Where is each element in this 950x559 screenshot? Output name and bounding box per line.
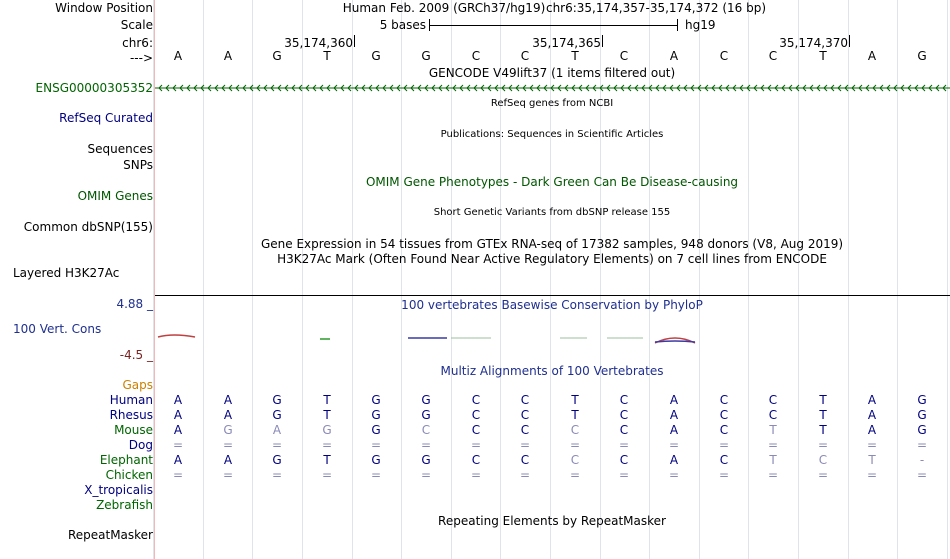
- base-letter: A: [223, 49, 233, 63]
- alignment-base-elephant: C: [619, 453, 629, 467]
- alignment-base-elephant: T: [769, 453, 777, 467]
- base-letter: G: [272, 49, 282, 63]
- alignment-base-chicken: =: [916, 468, 928, 482]
- alignment-base-dog: =: [420, 438, 432, 452]
- alignment-base-mouse: C: [471, 423, 481, 437]
- alignment-base-dog: =: [370, 438, 382, 452]
- alignment-base-human: G: [272, 393, 282, 407]
- alignment-base-chicken: =: [370, 468, 382, 482]
- alignment-base-human: T: [323, 393, 331, 407]
- alignment-base-dog: =: [866, 438, 878, 452]
- alignment-base-rhesus: C: [471, 408, 481, 422]
- scale-text: 5 bases: [379, 18, 426, 32]
- alignment-base-elephant: G: [421, 453, 431, 467]
- alignment-base-human: C: [520, 393, 530, 407]
- alignment-base-chicken: =: [668, 468, 680, 482]
- sidebar-label-omim-genes[interactable]: OMIM Genes: [77, 189, 153, 203]
- base-letter: T: [571, 49, 579, 63]
- sidebar-label-mouse[interactable]: Mouse: [114, 423, 153, 437]
- alignment-base-rhesus: G: [272, 408, 282, 422]
- grid-line: [153, 0, 154, 559]
- alignment-base-chicken: =: [817, 468, 829, 482]
- gene-strand-line[interactable]: [155, 82, 950, 94]
- alignment-base-chicken: =: [618, 468, 630, 482]
- sidebar-label-sequences[interactable]: Sequences: [87, 142, 153, 156]
- sidebar-label-rhesus[interactable]: Rhesus: [109, 408, 153, 422]
- alignment-base-mouse: C: [619, 423, 629, 437]
- base-letter: G: [421, 49, 431, 63]
- alignment-base-human: G: [371, 393, 381, 407]
- alignment-base-dog: =: [222, 438, 234, 452]
- alignment-base-human: G: [421, 393, 431, 407]
- alignment-base-human: C: [719, 393, 729, 407]
- sidebar-label-cons-min[interactable]: -4.5 _: [119, 348, 153, 362]
- alignment-base-elephant: C: [818, 453, 828, 467]
- sidebar-label-dog[interactable]: Dog: [128, 438, 153, 452]
- base-letter: T: [819, 49, 827, 63]
- alignment-base-rhesus: C: [619, 408, 629, 422]
- sidebar-label-zebrafish[interactable]: Zebrafish: [96, 498, 153, 512]
- alignment-base-dog: =: [321, 438, 333, 452]
- coord-label-3: 35,174,370: [779, 36, 848, 50]
- h3k27ac-signal-line: [155, 295, 950, 296]
- alignment-base-mouse: A: [173, 423, 183, 437]
- sidebar-label-ensg[interactable]: ENSG00000305352: [35, 81, 153, 95]
- cons-mark-8: [655, 341, 695, 342]
- phylop-track-title[interactable]: 100 vertebrates Basewise Conservation by PhyloP: [401, 298, 703, 312]
- base-letter: C: [471, 49, 481, 63]
- alignment-base-dog: =: [519, 438, 531, 452]
- alignment-base-human: A: [867, 393, 877, 407]
- alignment-base-dog: =: [718, 438, 730, 452]
- base-letter: G: [917, 49, 927, 63]
- coord-tick-1: [354, 35, 355, 47]
- base-letter: A: [867, 49, 877, 63]
- alignment-base-human: T: [571, 393, 579, 407]
- alignment-base-elephant: A: [669, 453, 679, 467]
- sidebar-label-window-position[interactable]: Window Position: [55, 1, 153, 15]
- base-letter: C: [619, 49, 629, 63]
- sidebar-label-repeatmasker[interactable]: RepeatMasker: [67, 528, 153, 542]
- assembly-label: Human Feb. 2009 (GRCh37/hg19): [342, 1, 546, 15]
- alignment-base-dog: =: [618, 438, 630, 452]
- alignment-base-rhesus: C: [768, 408, 778, 422]
- alignment-base-elephant: A: [173, 453, 183, 467]
- alignment-base-elephant: -: [919, 453, 925, 467]
- sidebar-label-cons-max[interactable]: 4.88 _: [116, 297, 153, 311]
- alignment-base-human: A: [223, 393, 233, 407]
- sidebar-label-refseq-curated[interactable]: RefSeq Curated: [59, 111, 153, 125]
- alignment-base-mouse: A: [272, 423, 282, 437]
- sidebar-label-common-dbsnp[interactable]: Common dbSNP(155): [23, 220, 153, 234]
- alignment-base-dog: =: [172, 438, 184, 452]
- alignment-base-rhesus: T: [571, 408, 579, 422]
- alignment-base-elephant: A: [223, 453, 233, 467]
- alignment-base-mouse: G: [223, 423, 233, 437]
- alignment-base-mouse: G: [371, 423, 381, 437]
- publications-track-title[interactable]: Publications: Sequences in Scientific Articles: [440, 129, 664, 140]
- sidebar-label-arrow[interactable]: --->: [129, 51, 153, 65]
- alignment-base-elephant: C: [570, 453, 580, 467]
- alignment-base-rhesus: A: [173, 408, 183, 422]
- alignment-base-elephant: G: [371, 453, 381, 467]
- sidebar-label-human[interactable]: Human: [109, 393, 153, 407]
- alignment-base-mouse: C: [520, 423, 530, 437]
- coord-label-2: 35,174,365: [532, 36, 601, 50]
- position-label: chr6:35,174,357-35,174,372 (16 bp): [545, 1, 767, 15]
- scale-db: hg19: [685, 18, 716, 32]
- alignment-base-chicken: =: [866, 468, 878, 482]
- alignment-base-chicken: =: [718, 468, 730, 482]
- alignment-base-mouse: G: [917, 423, 927, 437]
- alignment-base-mouse: C: [570, 423, 580, 437]
- sidebar-label-vert-cons[interactable]: 100 Vert. Cons: [13, 322, 102, 336]
- alignment-base-mouse: G: [322, 423, 332, 437]
- alignment-base-human: T: [819, 393, 827, 407]
- alignment-base-human: C: [768, 393, 778, 407]
- alignment-base-rhesus: T: [819, 408, 827, 422]
- alignment-base-dog: =: [569, 438, 581, 452]
- alignment-base-human: C: [619, 393, 629, 407]
- alignment-base-elephant: C: [719, 453, 729, 467]
- alignment-base-dog: =: [916, 438, 928, 452]
- sidebar-label-elephant[interactable]: Elephant: [99, 453, 153, 467]
- refseq-track-title[interactable]: RefSeq genes from NCBI: [490, 98, 614, 109]
- alignment-base-rhesus: G: [421, 408, 431, 422]
- alignment-base-mouse: C: [719, 423, 729, 437]
- repeatmasker-track-title[interactable]: Repeating Elements by RepeatMasker: [438, 514, 666, 528]
- alignment-base-elephant: G: [272, 453, 282, 467]
- dbsnp-track-title[interactable]: Short Genetic Variants from dbSNP release 155: [433, 207, 671, 218]
- alignment-base-rhesus: A: [867, 408, 877, 422]
- gencode-track-title[interactable]: GENCODE V49lift37 (1 items filtered out): [428, 66, 676, 80]
- alignment-base-chicken: =: [470, 468, 482, 482]
- alignment-base-rhesus: A: [669, 408, 679, 422]
- alignment-base-rhesus: C: [520, 408, 530, 422]
- scale-tick-right: [677, 19, 678, 31]
- alignment-base-dog: =: [271, 438, 283, 452]
- omim-track-title[interactable]: OMIM Gene Phenotypes - Dark Green Can Be Disease-causing: [365, 175, 739, 189]
- coord-label-1: 35,174,360: [284, 36, 353, 50]
- alignment-base-elephant: T: [323, 453, 331, 467]
- base-letter: A: [669, 49, 679, 63]
- alignment-base-rhesus: T: [323, 408, 331, 422]
- alignment-base-mouse: T: [819, 423, 827, 437]
- alignment-base-human: A: [173, 393, 183, 407]
- base-letter: A: [173, 49, 183, 63]
- sidebar-label-layered-h3k27ac[interactable]: Layered H3K27Ac: [13, 266, 120, 280]
- alignment-base-dog: =: [668, 438, 680, 452]
- sidebar-label-snps[interactable]: SNPs: [123, 158, 153, 172]
- alignment-base-chicken: =: [321, 468, 333, 482]
- alignment-base-rhesus: G: [371, 408, 381, 422]
- alignment-base-rhesus: A: [223, 408, 233, 422]
- alignment-base-elephant: C: [471, 453, 481, 467]
- h3k27ac-track-title[interactable]: H3K27Ac Mark (Often Found Near Active Regulatory Elements) on 7 cell lines from ENCODE: [277, 252, 827, 266]
- alignment-base-dog: =: [817, 438, 829, 452]
- alignment-base-dog: =: [470, 438, 482, 452]
- alignment-base-elephant: C: [520, 453, 530, 467]
- cons-mark-1: [158, 335, 195, 337]
- alignment-base-mouse: A: [669, 423, 679, 437]
- alignment-base-human: G: [917, 393, 927, 407]
- sidebar-label-gaps[interactable]: Gaps: [122, 378, 153, 392]
- alignment-base-chicken: =: [519, 468, 531, 482]
- gtex-track-title[interactable]: Gene Expression in 54 tissues from GTEx RNA-seq of 17382 samples, 948 donors (V8, Aug 2019): [260, 237, 844, 251]
- alignment-base-elephant: T: [868, 453, 876, 467]
- alignment-base-rhesus: C: [719, 408, 729, 422]
- alignment-base-human: C: [471, 393, 481, 407]
- sidebar-label-chr6[interactable]: chr6:: [122, 36, 153, 50]
- conservation-plot[interactable]: [155, 330, 950, 350]
- sidebar-label-scale[interactable]: Scale: [120, 18, 153, 32]
- alignment-base-mouse: T: [769, 423, 777, 437]
- base-letter: C: [520, 49, 530, 63]
- alignment-base-mouse: A: [867, 423, 877, 437]
- alignment-base-chicken: =: [271, 468, 283, 482]
- alignment-base-chicken: =: [172, 468, 184, 482]
- base-letter: C: [768, 49, 778, 63]
- alignment-base-chicken: =: [569, 468, 581, 482]
- base-letter: C: [719, 49, 729, 63]
- alignment-base-rhesus: G: [917, 408, 927, 422]
- alignment-base-dog: =: [767, 438, 779, 452]
- alignment-base-chicken: =: [767, 468, 779, 482]
- coord-tick-3: [849, 35, 850, 47]
- alignment-base-chicken: =: [222, 468, 234, 482]
- base-letter: G: [371, 49, 381, 63]
- multiz-track-title[interactable]: Multiz Alignments of 100 Vertebrates: [440, 364, 664, 378]
- alignment-base-chicken: =: [420, 468, 432, 482]
- coord-tick-2: [602, 35, 603, 47]
- scale-bar: [430, 25, 677, 26]
- sidebar-label-x-tropicalis[interactable]: X_tropicalis: [84, 483, 153, 497]
- base-letter: T: [323, 49, 331, 63]
- sidebar-label-chicken[interactable]: Chicken: [105, 468, 153, 482]
- alignment-base-mouse: C: [421, 423, 431, 437]
- alignment-base-human: A: [669, 393, 679, 407]
